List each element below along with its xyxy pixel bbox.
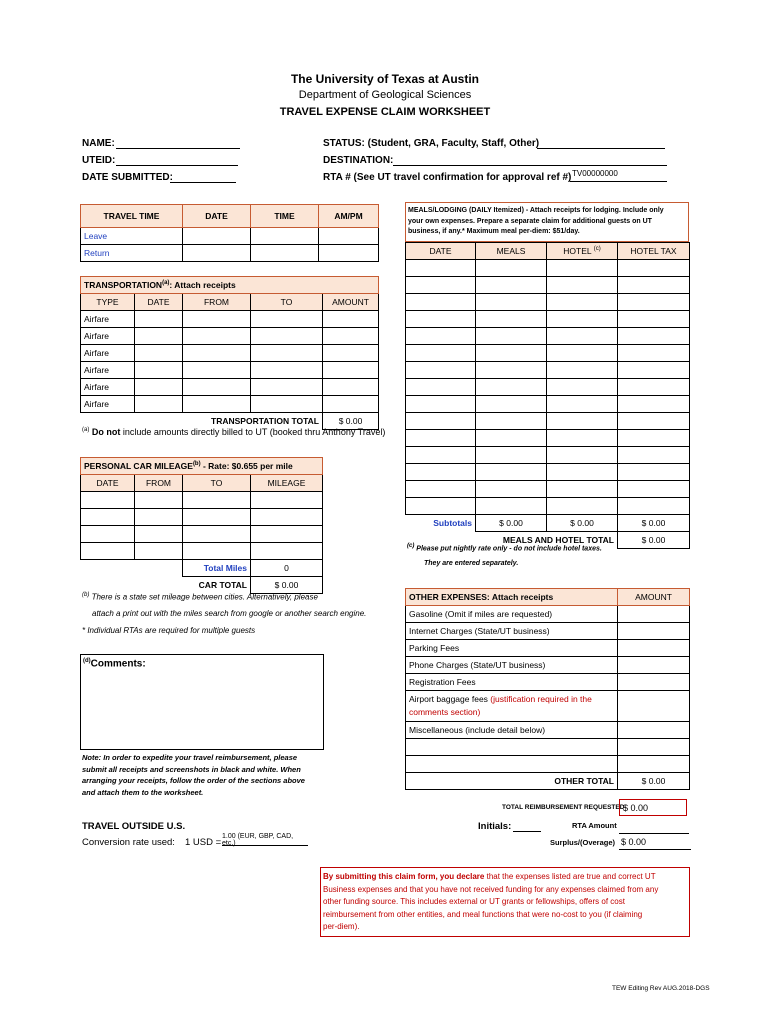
hotel-subtotal: $ 0.00 — [547, 515, 618, 532]
meal-cell[interactable] — [618, 328, 690, 345]
table-row — [81, 543, 323, 560]
meal-cell[interactable] — [406, 345, 476, 362]
car-total-value: $ 0.00 — [251, 577, 323, 594]
meal-cell[interactable] — [406, 430, 476, 447]
table-row — [406, 481, 690, 498]
return-label: Return — [81, 245, 183, 262]
table-row — [406, 430, 690, 447]
trans-cell[interactable] — [323, 345, 379, 362]
meal-cell[interactable] — [406, 328, 476, 345]
trans-cell[interactable] — [251, 328, 323, 345]
phone-amount[interactable] — [618, 657, 690, 674]
meals-description-box — [405, 202, 689, 242]
meals-table — [405, 242, 690, 549]
meal-cell[interactable] — [547, 481, 618, 498]
meal-cell[interactable] — [476, 481, 547, 498]
meal-cell[interactable] — [406, 311, 476, 328]
trans-cell[interactable] — [251, 311, 323, 328]
car-from-header: FROM — [135, 475, 183, 492]
table-row — [406, 623, 690, 640]
trans-cell[interactable] — [183, 345, 251, 362]
status-label: STATUS: (Student, GRA, Faculty, Staff, Other) — [323, 138, 540, 149]
travel-outside-title: TRAVEL OUTSIDE U.S. — [82, 821, 186, 832]
transportation-table — [80, 276, 379, 430]
department-name: Department of Geological Sciences — [298, 89, 472, 101]
rta-amount-field[interactable] — [619, 833, 689, 834]
total-miles-label: Total Miles — [183, 560, 251, 577]
car-cell[interactable] — [135, 509, 183, 526]
meal-cell[interactable] — [476, 430, 547, 447]
table-row — [406, 739, 690, 756]
meal-cell[interactable] — [476, 464, 547, 481]
internet-amount[interactable] — [618, 623, 690, 640]
misc-detail-cell[interactable] — [406, 739, 618, 756]
meal-cell[interactable] — [406, 413, 476, 430]
meal-cell[interactable] — [406, 260, 476, 277]
total-miles-value: 0 — [251, 560, 323, 577]
meal-cell[interactable] — [476, 396, 547, 413]
meal-cell[interactable] — [476, 362, 547, 379]
meal-cell[interactable] — [476, 294, 547, 311]
rta-label: RTA # (See UT travel confirmation for approval ref #) — [323, 172, 572, 183]
trans-cell[interactable] — [135, 311, 183, 328]
meal-cell[interactable] — [618, 379, 690, 396]
table-row — [81, 492, 323, 509]
type-header: TYPE — [81, 294, 135, 311]
gasoline-amount[interactable] — [618, 606, 690, 623]
meal-cell[interactable] — [618, 362, 690, 379]
airfare-label: Airfare — [81, 396, 135, 413]
car-mileage-header: MILEAGE — [251, 475, 323, 492]
transportation-total-value: $ 0.00 — [323, 413, 379, 430]
date-submitted-label: DATE SUBMITTED: — [82, 172, 173, 183]
total-reimbursement-value: $ 0.00 — [619, 799, 687, 816]
meal-cell[interactable] — [547, 498, 618, 515]
university-name: The University of Texas at Austin — [290, 72, 480, 86]
meal-cell[interactable] — [547, 294, 618, 311]
transportation-total-label: TRANSPORTATION TOTAL — [81, 413, 323, 430]
meal-cell[interactable] — [406, 498, 476, 515]
other-expenses-table — [405, 588, 690, 790]
meal-cell[interactable] — [547, 328, 618, 345]
meal-cell[interactable] — [476, 498, 547, 515]
meal-cell[interactable] — [406, 481, 476, 498]
comments-label: $^{(d)}$Comments: — [83, 658, 146, 670]
rta-field[interactable]: TV00000000 — [570, 169, 667, 182]
car-cell[interactable] — [183, 509, 251, 526]
airfare-label: Airfare — [81, 362, 135, 379]
meal-cell[interactable] — [406, 294, 476, 311]
table-row — [406, 413, 690, 430]
table-row — [406, 328, 690, 345]
table-row — [406, 311, 690, 328]
table-row — [406, 277, 690, 294]
date-header: DATE — [183, 205, 251, 228]
car-cell[interactable] — [81, 526, 135, 543]
car-to-header: TO — [183, 475, 251, 492]
meal-cell[interactable] — [618, 430, 690, 447]
table-row — [406, 498, 690, 515]
destination-label: DESTINATION: — [323, 155, 394, 166]
leave-ampm-cell[interactable] — [319, 228, 379, 245]
car-cell[interactable] — [251, 509, 323, 526]
leave-date-cell[interactable] — [183, 228, 251, 245]
other-total-label: OTHER TOTAL — [406, 773, 618, 790]
table-row — [81, 396, 379, 413]
parking-label: Parking Fees — [406, 640, 618, 657]
leave-label: Leave — [81, 228, 183, 245]
name-field[interactable] — [116, 148, 240, 149]
car-date-header: DATE — [81, 475, 135, 492]
table-row — [406, 345, 690, 362]
return-time-cell[interactable] — [251, 245, 319, 262]
comments-box[interactable] — [80, 654, 324, 750]
initials-field[interactable] — [513, 831, 541, 832]
from-header: FROM — [183, 294, 251, 311]
table-row — [406, 396, 690, 413]
baggage-label: Airport baggage fees (justification required in the comments section) — [406, 691, 618, 722]
table-row — [406, 606, 690, 623]
table-row — [406, 379, 690, 396]
registration-amount[interactable] — [618, 674, 690, 691]
leave-time-cell[interactable] — [251, 228, 319, 245]
car-cell[interactable] — [135, 526, 183, 543]
trans-cell[interactable] — [135, 362, 183, 379]
table-row — [406, 294, 690, 311]
misc-detail-cell[interactable] — [406, 756, 618, 773]
table-row — [81, 509, 323, 526]
misc-amount[interactable] — [618, 722, 690, 739]
car-note-2: attach a print out with the miles search from google or another search engine. — [92, 609, 367, 618]
meal-cell[interactable] — [618, 260, 690, 277]
car-cell[interactable] — [135, 543, 183, 560]
meals-note-1: $^{(c)}$ Please put nightly rate only - do not include hotel taxes. — [407, 543, 602, 553]
table-row — [406, 722, 690, 739]
car-mileage-table — [80, 457, 323, 594]
car-cell[interactable] — [81, 492, 135, 509]
airfare-label: Airfare — [81, 345, 135, 362]
conversion-label: Conversion rate used: — [82, 837, 175, 848]
ampm-header: AM/PM — [319, 205, 379, 228]
trans-cell[interactable] — [135, 396, 183, 413]
baggage-amount[interactable] — [618, 691, 690, 722]
meal-cell[interactable] — [618, 481, 690, 498]
trans-cell[interactable] — [323, 311, 379, 328]
table-row — [81, 362, 379, 379]
meal-cell[interactable] — [547, 464, 618, 481]
meals-note-2: They are entered separately. — [424, 560, 519, 567]
table-row — [406, 691, 690, 722]
table-row — [406, 464, 690, 481]
car-cell[interactable] — [251, 526, 323, 543]
car-note-1: $^{(b)}$ There is a state set mileage between cities. Alternatively, please — [82, 592, 318, 602]
meal-cell[interactable] — [547, 277, 618, 294]
hotel-header: HOTEL $^{(c)}$ — [547, 243, 618, 260]
footer-revision: TEW Editing Rev AUG.2018-DGS — [612, 985, 710, 992]
to-header: TO — [251, 294, 323, 311]
table-row — [406, 657, 690, 674]
meal-cell[interactable] — [547, 362, 618, 379]
table-row — [81, 328, 379, 345]
trans-cell[interactable] — [323, 328, 379, 345]
rta-amount-label: RTA Amount — [572, 821, 617, 830]
meal-cell[interactable] — [618, 294, 690, 311]
surplus-label: Surplus/(Overage) — [550, 838, 616, 847]
meal-cell[interactable] — [618, 464, 690, 481]
trans-cell[interactable] — [323, 379, 379, 396]
destination-field[interactable] — [393, 165, 667, 166]
trans-cell[interactable] — [183, 311, 251, 328]
hotel-tax-header: HOTEL TAX — [618, 243, 690, 260]
table-row — [406, 447, 690, 464]
misc-label: Miscellaneous (include detail below) — [406, 722, 618, 739]
table-row — [406, 756, 690, 773]
conversion-rate-field[interactable]: 1.00 (EUR, GBP, CAD, etc.) — [222, 833, 308, 846]
name-label: NAME: — [82, 138, 115, 149]
initials-label: Initials: — [478, 821, 512, 832]
car-cell[interactable] — [135, 492, 183, 509]
table-row — [81, 345, 379, 362]
status-field[interactable] — [537, 148, 665, 149]
table-row — [81, 311, 379, 328]
time-header: TIME — [251, 205, 319, 228]
car-mileage-title: PERSONAL CAR MILEAGE$^{(b)}$ - Rate: $0.655 per mile — [81, 458, 323, 475]
usd-label: 1 USD = — [185, 837, 222, 848]
meal-cell[interactable] — [547, 311, 618, 328]
meals-description: MEALS/LODGING (DAILY Itemized) - Attach receipts for lodging. Include only your own expenses. Prepare a separate claim for additional guests on UT business, if any.* Maximum meal per-diem: $51/day. — [408, 207, 664, 235]
meal-cell[interactable] — [618, 498, 690, 515]
table-row — [406, 260, 690, 277]
meal-cell[interactable] — [547, 413, 618, 430]
expedite-note: Note: In order to expedite your travel reimbursement, please submit all receipts and screenshots in black and white. When arranging your receipts, follow the order of the sections above and attach them to the worksheet. — [82, 753, 305, 797]
airfare-label: Airfare — [81, 328, 135, 345]
travel-time-header: TRAVEL TIME — [81, 205, 183, 228]
meal-cell[interactable] — [406, 464, 476, 481]
meals-total-label: MEALS AND HOTEL TOTAL — [502, 535, 614, 546]
car-cell[interactable] — [183, 492, 251, 509]
table-row — [81, 526, 323, 543]
table-row — [81, 379, 379, 396]
trans-cell[interactable] — [323, 396, 379, 413]
trans-cell[interactable] — [251, 345, 323, 362]
meal-cell[interactable] — [547, 430, 618, 447]
trans-cell[interactable] — [251, 362, 323, 379]
trans-cell[interactable] — [183, 362, 251, 379]
trans-date-header: DATE — [135, 294, 183, 311]
other-amount-header: AMOUNT — [618, 589, 690, 606]
airfare-label: Airfare — [81, 379, 135, 396]
meal-cell[interactable] — [547, 345, 618, 362]
meal-cell[interactable] — [618, 345, 690, 362]
internet-label: Internet Charges (State/UT business) — [406, 623, 618, 640]
trans-cell[interactable] — [183, 328, 251, 345]
surplus-value: $ 0.00 — [619, 837, 691, 850]
meal-cell[interactable] — [618, 277, 690, 294]
declaration-text: By submitting this claim form, you declare that the expenses listed are true and correct UT Business expenses and that you have not received funding for any expenses claimed from any other funding source. This includes external or UT grants or fellowships, offers of cost reimbursement from other entities, and meal functions that were no-cost to you (if claiming per-diem). — [323, 872, 659, 931]
table-row — [406, 362, 690, 379]
car-cell[interactable] — [251, 492, 323, 509]
other-expenses-title: OTHER EXPENSES: Attach receipts — [406, 589, 618, 606]
trans-cell[interactable] — [183, 396, 251, 413]
other-total-value: $ 0.00 — [618, 773, 690, 790]
car-cell[interactable] — [81, 543, 135, 560]
transportation-note: $^{(a)}$ Do not include amounts directly billed to UT (booked thru Anthony Travel) — [82, 427, 386, 437]
airfare-label: Airfare — [81, 311, 135, 328]
trans-cell[interactable] — [323, 362, 379, 379]
misc-detail-amount[interactable] — [618, 739, 690, 756]
car-cell[interactable] — [183, 543, 251, 560]
uteid-label: UTEID: — [82, 155, 116, 166]
meal-cell[interactable] — [476, 345, 547, 362]
parking-amount[interactable] — [618, 640, 690, 657]
meal-cell[interactable] — [406, 362, 476, 379]
meal-cell[interactable] — [406, 379, 476, 396]
trans-cell[interactable] — [135, 379, 183, 396]
meal-cell[interactable] — [406, 447, 476, 464]
meal-cell[interactable] — [618, 311, 690, 328]
meal-cell[interactable] — [476, 413, 547, 430]
car-cell[interactable] — [81, 509, 135, 526]
meal-cell[interactable] — [476, 379, 547, 396]
meal-cell[interactable] — [618, 396, 690, 413]
meal-cell[interactable] — [476, 328, 547, 345]
meal-cell[interactable] — [547, 396, 618, 413]
registration-label: Registration Fees — [406, 674, 618, 691]
return-date-cell[interactable] — [183, 245, 251, 262]
meal-cell[interactable] — [618, 413, 690, 430]
car-total-label: CAR TOTAL — [198, 580, 247, 591]
transportation-title: TRANSPORTATION$^{(a)}$: Attach receipts — [81, 277, 379, 294]
date-submitted-field[interactable] — [170, 182, 236, 183]
hotel-tax-subtotal: $ 0.00 — [618, 515, 690, 532]
meal-cell[interactable] — [547, 379, 618, 396]
car-cell[interactable] — [183, 526, 251, 543]
table-row — [406, 674, 690, 691]
meal-cell[interactable] — [618, 447, 690, 464]
meal-cell[interactable] — [406, 277, 476, 294]
total-reimbursement-label: TOTAL REIMBURSEMENT REQUESTED — [502, 804, 625, 811]
meals-total-value: $ 0.00 — [618, 532, 690, 549]
meals-date-header: DATE — [406, 243, 476, 260]
subtotals-label: Subtotals — [406, 515, 476, 532]
travel-time-table — [80, 204, 379, 262]
trans-cell[interactable] — [251, 379, 323, 396]
meals-header: MEALS — [476, 243, 547, 260]
page-title: TRAVEL EXPENSE CLAIM WORKSHEET — [279, 106, 491, 118]
meal-cell[interactable] — [476, 447, 547, 464]
car-note-3: * Individual RTAs are required for multiple guests — [82, 626, 256, 635]
gasoline-label: Gasoline (Omit if miles are requested) — [406, 606, 618, 623]
uteid-field[interactable] — [116, 165, 238, 166]
misc-detail-amount[interactable] — [618, 756, 690, 773]
meal-cell[interactable] — [547, 447, 618, 464]
amount-header: AMOUNT — [323, 294, 379, 311]
meal-cell[interactable] — [406, 396, 476, 413]
trans-cell[interactable] — [135, 328, 183, 345]
table-row — [406, 640, 690, 657]
car-cell[interactable] — [251, 543, 323, 560]
meal-cell[interactable] — [476, 260, 547, 277]
meal-cell[interactable] — [547, 260, 618, 277]
trans-cell[interactable] — [251, 396, 323, 413]
return-ampm-cell[interactable] — [319, 245, 379, 262]
meals-subtotal: $ 0.00 — [476, 515, 547, 532]
declaration-box — [320, 867, 690, 937]
phone-label: Phone Charges (State/UT business) — [406, 657, 618, 674]
trans-cell[interactable] — [183, 379, 251, 396]
meal-cell[interactable] — [476, 311, 547, 328]
meal-cell[interactable] — [476, 277, 547, 294]
trans-cell[interactable] — [135, 345, 183, 362]
